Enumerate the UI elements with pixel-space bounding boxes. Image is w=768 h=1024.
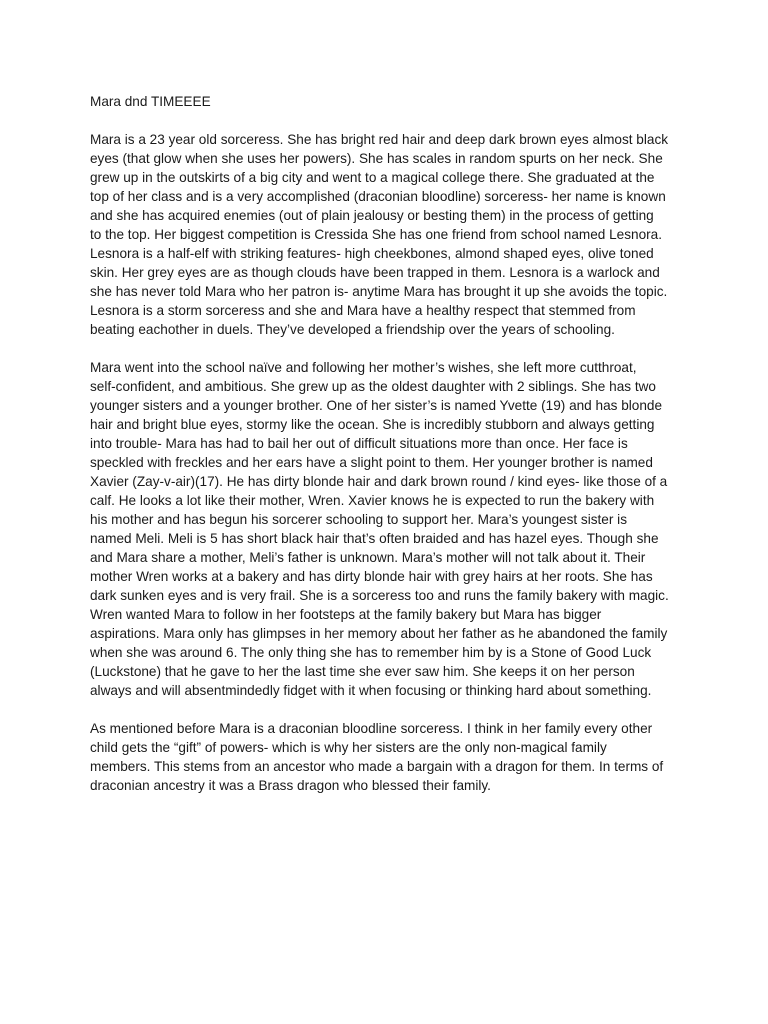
paragraph-3: [90, 719, 682, 795]
text-line: child gets the “gift” of powers- which is why her sisters are the only non-magical family: [90, 740, 607, 755]
text-line: and she has acquired enemies (out of plain jealousy or besting them) in the process of getting: [90, 208, 654, 223]
paragraph-2: [90, 358, 682, 700]
paragraph-1: [90, 130, 682, 339]
text-line: draconian ancestry it was a Brass dragon who blessed their family.: [90, 778, 491, 793]
text-line: she has never told Mara who her patron is- anytime Mara has brought it up she avoids the topic.: [90, 284, 668, 299]
document-body: [90, 92, 682, 814]
text-line: calf. He looks a lot like their mother, Wren. Xavier knows he is expected to run the bakery with: [90, 493, 655, 508]
text-line: aspirations. Mara only has glimpses in her memory about her father as he abandoned the family: [90, 626, 668, 641]
text-line: mother Wren works at a bakery and has dirty blonde hair with grey hairs at her roots. She has: [90, 569, 653, 584]
text-line: skin. Her grey eyes are as though clouds have been trapped in them. Lesnora is a warlock and: [90, 265, 660, 280]
document-title: Mara dnd TIMEEEE: [90, 94, 211, 109]
text-line: self-confident, and ambitious. She grew up as the oldest daughter with 2 siblings. She has two: [90, 379, 656, 394]
text-line: Lesnora is a storm sorceress and she and Mara have a healthy respect that stemmed from: [90, 303, 636, 318]
text-line: eyes (that glow when she uses her powers). She has scales in random spurts on her neck. She: [90, 151, 663, 166]
text-line: younger sisters and a younger brother. One of her sister’s is named Yvette (19) and has blonde: [90, 398, 663, 413]
text-line: his mother and has begun his sorcerer schooling to support her. Mara’s youngest sister is: [90, 512, 627, 527]
text-line: speckled with freckles and her ears have a slight point to them. Her younger brother is named: [90, 455, 653, 470]
text-line: beating eachother in duels. They’ve developed a friendship over the years of schooling.: [90, 322, 615, 337]
text-line: into trouble- Mara has had to bail her out of difficult situations more than once. Her face is: [90, 436, 628, 451]
text-line: Mara went into the school naïve and following her mother’s wishes, she left more cutthroat,: [90, 360, 637, 375]
text-line: hair and bright blue eyes, stormy like the ocean. She is incredibly stubborn and always getting: [90, 417, 655, 432]
text-line: always and will absentmindedly fidget with it when focusing or thinking hard about something.: [90, 683, 652, 698]
text-line: Mara is a 23 year old sorceress. She has bright red hair and deep dark brown eyes almost black: [90, 132, 669, 147]
text-line: Xavier (Zay-v-air)(17). He has dirty blonde hair and dark brown round / kind eyes- like those of a: [90, 474, 668, 489]
text-line: Lesnora is a half-elf with striking features- high cheekbones, almond shaped eyes, olive toned: [90, 246, 654, 261]
text-line: named Meli. Meli is 5 has short black hair that’s often braided and has hazel eyes. Though she: [90, 531, 659, 546]
text-line: dark sunken eyes and is very frail. She is a sorceress too and runs the family bakery with magic.: [90, 588, 669, 603]
text-line: Wren wanted Mara to follow in her footsteps at the family bakery but Mara has bigger: [90, 607, 602, 622]
text-line: grew up in the outskirts of a big city and went to a magical college there. She graduated at the: [90, 170, 655, 185]
text-line: (Luckstone) that he gave to her the last time she ever saw him. She keeps it on her person: [90, 664, 635, 679]
text-line: As mentioned before Mara is a draconian bloodline sorceress. I think in her family every other: [90, 721, 653, 736]
text-line: when she was around 6. The only thing she has to remember him by is a Stone of Good Luck: [90, 645, 652, 660]
text-line: members. This stems from an ancestor who made a bargain with a dragon for them. In terms of: [90, 759, 664, 774]
text-line: and Mara share a mother, Meli’s father is unknown. Mara’s mother will not talk about it. Their: [90, 550, 646, 565]
text-line: to the top. Her biggest competition is Cressida She has one friend from school named Lesnora.: [90, 227, 663, 242]
text-line: top of her class and is a very accomplished (draconian bloodline) sorceress- her name is known: [90, 189, 666, 204]
